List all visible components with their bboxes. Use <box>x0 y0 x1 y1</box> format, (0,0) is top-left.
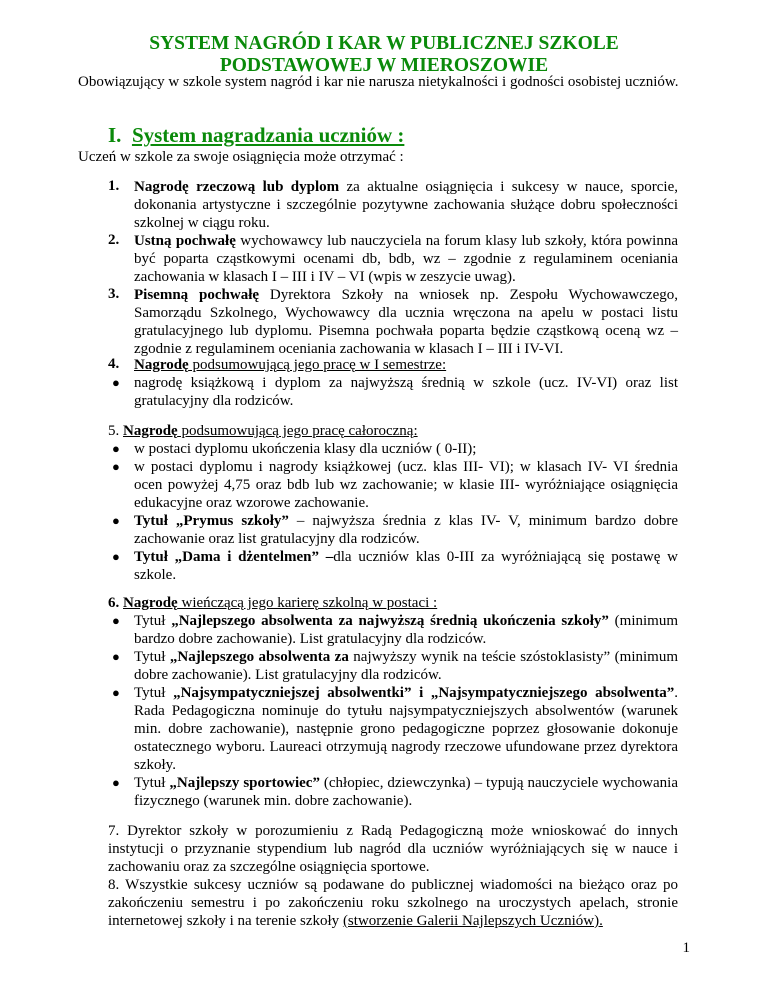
title-line-1: SYSTEM NAGRÓD I KAR W PUBLICZNEJ SZKOLE <box>149 33 619 54</box>
bullet-text: (chłopiec, dziewczynka) – typują nauczyciele wychowania fizycznego (warunek min. dobre zachowanie). <box>134 775 678 809</box>
page-number: 1 <box>682 940 690 956</box>
section-intro: Uczeń w szkole za swoje osiągnięcia może otrzymać : <box>78 149 404 165</box>
item-number: 5. <box>108 423 120 439</box>
list-item <box>134 178 678 232</box>
bullet-prefix: Tytuł <box>134 775 170 791</box>
bullet-item <box>134 774 678 810</box>
title-line-2: PODSTAWOWEJ W MIEROSZOWIE <box>219 55 549 76</box>
item-number: 3. <box>108 286 120 302</box>
bullet-icon: ● <box>112 613 120 628</box>
list-item: 7. Dyrektor szkoły w porozumieniu z Radą Pedagogiczną może wnioskować do innych instytucji o przyznanie stypendium lub nagród dla uczniów wyróżniających się w nauce i zachowaniu oraz za szczególne osiągnięcia sportowe. <box>108 823 678 875</box>
bullet-icon: ● <box>112 685 120 700</box>
item-bold: Pisemną pochwałę <box>134 287 260 303</box>
item-text: wieńczącą jego karierę szkolną w postaci : <box>177 595 438 611</box>
item-text: wychowawcy lub nauczyciela na forum klasy lub szkoły, która powinna być poparta cząstkowymi ocenami db, bdb, wz – zgodnie z regulaminem oceniania zachowania w klasach I – III i IV – VI (wpis w zeszycie uwag). <box>134 233 678 285</box>
bullet-item: w postaci dyplomu ukończenia klasy dla uczniów ( 0-II); <box>134 441 477 457</box>
bullet-bold: Tytuł „Prymus szkoły” <box>134 513 289 529</box>
bullet-item <box>134 548 678 584</box>
bullet-prefix: Tytuł <box>134 685 174 701</box>
item-number: 2. <box>108 232 120 248</box>
bullet-icon: ● <box>112 649 120 664</box>
list-item <box>134 356 678 374</box>
bullet-text: najwyższy wynik na teście szóstoklasisty” (minimum dobre zachowanie). List gratulacyjny dla rodziców. <box>134 649 679 683</box>
section-heading <box>108 123 404 148</box>
bullet-bold: „Najlepszy sportowiec” <box>169 775 320 791</box>
bullet-bold: „Najsympatyczniejszej absolwentki” i „Najsympatyczniejszego absolwenta” <box>173 685 675 701</box>
bullet-item: w postaci dyplomu i nagrody książkowej (ucz. klas III- VI); w klasach IV- VI średnia ocen powyżej 4,75 oraz bdb lub wz zachowanie; w klasie III- wyróżniające osiągnięcia edukacyjne oraz wzorowe zachowanie. <box>134 459 678 511</box>
item-text: za aktualne osiągnięcia i sukcesy w nauce, sporcie, dokonania artystyczne i szczególnie pozytywne zachowania służące dobru społeczności szkolnej w ciągu roku. <box>134 179 678 231</box>
bullet-prefix: Tytuł <box>134 613 172 629</box>
bullet-bold: Tytuł „Dama i dżentelmen” – <box>134 549 334 565</box>
item-bold: Nagrodę rzeczową lub dyplom <box>134 179 340 195</box>
item-bold: Nagrodę <box>123 595 178 611</box>
bullet-bold: „Najlepszego absolwenta za <box>169 649 349 665</box>
bullet-text: (minimum bardzo dobre zachowanie). List gratulacyjny dla rodziców. <box>134 613 678 647</box>
bullet-icon: ● <box>112 549 120 564</box>
section-number: I. <box>108 123 122 147</box>
list-item <box>134 232 678 286</box>
item-text: podsumowującą jego pracę w I semestrze: <box>188 357 447 373</box>
bullet-icon: ● <box>112 441 120 456</box>
item-bold: Nagrodę <box>123 423 178 439</box>
bullet-item <box>134 512 678 548</box>
bullet-text: dla uczniów klas 0-III za wyróżniającą się postawę w szkole. <box>134 549 678 583</box>
item-number: 6. <box>108 595 120 611</box>
list-item <box>108 594 670 612</box>
bullet-prefix: Tytuł <box>134 649 170 665</box>
bullet-icon: ● <box>112 513 120 528</box>
bullet-icon: ● <box>112 375 120 390</box>
bullet-icon: ● <box>112 775 120 790</box>
list-item <box>108 876 678 930</box>
item-number: 4. <box>108 356 120 372</box>
document-title <box>60 33 708 77</box>
bullet-item <box>134 648 678 684</box>
item-number: 1. <box>108 178 120 194</box>
item-text: Dyrektora Szkoły na wniosek np. Zespołu Wychowawczego, Samorządu Szkolnego, Wychowawcy dla ucznia wręczona na apelu w postaci listu gratulacyjnego lub dyplomu. Pisemna pochwała poparta będzie cząstkową oceną wz – zgodnie z regulaminem oceniania zachowania w klasach I – III i IV-VI. <box>134 287 678 357</box>
item-text: podsumowującą jego pracę całoroczną: <box>177 423 418 439</box>
bullet-text: . Rada Pedagogiczna nominuje do tytułu najsympatyczniejszych absolwentów (warunek min. dobre zachowanie), następnie grono pedagogiczne poprzez głosowanie dokonuje ostatecznego wyboru. Laureaci otrzymują nagrody rzeczowe ufundowane przez dyrektora szkoły. <box>134 685 679 773</box>
gallery-link-text: (stworzenie Galerii Najlepszych Uczniów). <box>342 913 603 929</box>
bullet-item: nagrodę książkową i dyplom za najwyższą średnią w szkole (ucz. IV-VI) oraz list gratulacyjny dla rodziców. <box>134 375 678 409</box>
section-title: System nagradzania uczniów : <box>131 123 405 147</box>
bullet-item <box>134 684 678 774</box>
bullet-bold: „Najlepszego absolwenta za najwyższą średnią ukończenia szkoły” <box>171 613 609 629</box>
bullet-item <box>134 612 678 648</box>
item-bold: Ustną pochwałę <box>134 233 236 249</box>
list-item <box>134 286 678 358</box>
item-bold: Nagrodę <box>134 357 189 373</box>
bullet-text: – najwyższa średnia z klas IV- V, minimum bardzo dobre zachowanie oraz list gratulacyjny dla rodziców. <box>134 513 678 547</box>
item-text: 8. Wszystkie sukcesy uczniów są podawane do publicznej wiadomości na bieżąco oraz po zakończeniu semestru i po zakończeniu roku szkolnego na uroczystych apelach, stronie internetowej szkoły i na terenie szkoły <box>108 877 678 929</box>
bullet-icon: ● <box>112 459 120 474</box>
list-item <box>108 422 670 440</box>
intro-paragraph: Obowiązujący w szkole system nagród i kar nie narusza nietykalności i godności osobistej uczniów. <box>78 74 679 90</box>
